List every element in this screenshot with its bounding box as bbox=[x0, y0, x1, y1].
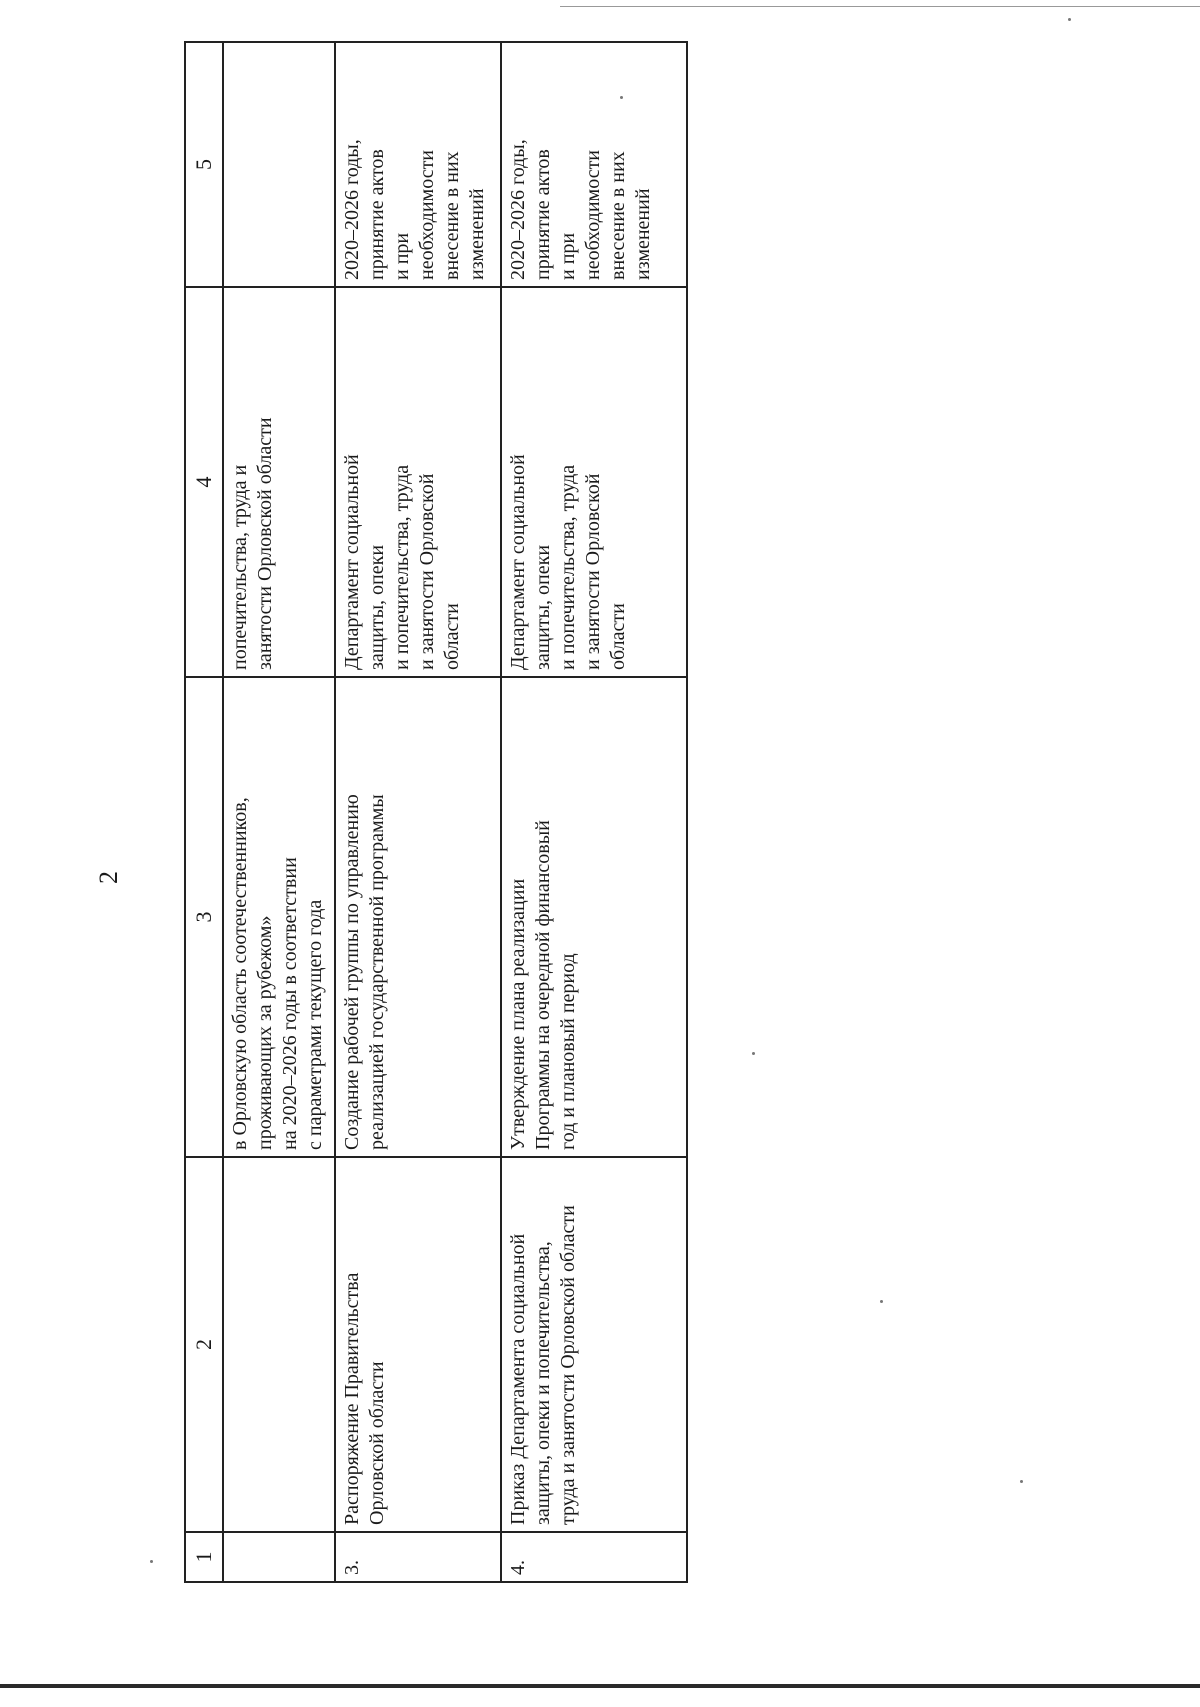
column-header-5: 5 bbox=[185, 42, 223, 287]
cell-period: 2020–2026 годы, принятие актов и при необходимости внесение в них изменений bbox=[501, 42, 687, 287]
measures-table bbox=[184, 41, 688, 1583]
table-row bbox=[223, 42, 335, 1582]
cell-executor: попечительства, труда и занятости Орловской области bbox=[223, 287, 335, 677]
table-row bbox=[335, 42, 501, 1582]
cell-executor: Департамент социальной защиты, опеки и попечительства, труда и занятости Орловской области bbox=[501, 287, 687, 677]
scan-speck bbox=[880, 1300, 883, 1303]
cell-content: Утверждение плана реализации Программы на очередной финансовый год и плановый период bbox=[501, 677, 687, 1157]
page-number: 2 bbox=[94, 871, 123, 884]
scan-edge-bottom bbox=[0, 1684, 1200, 1688]
column-header-3: 3 bbox=[185, 677, 223, 1157]
cell-period: 2020–2026 годы, принятие актов и при необходимости внесение в них изменений bbox=[335, 42, 501, 287]
cell-content: Создание рабочей группы по управлению реализацией государственной программы bbox=[335, 677, 501, 1157]
cell-content: в Орловскую область соотечественников, проживающих за рубежом» на 2020–2026 годы в соответствии с параметрами текущего года bbox=[223, 677, 335, 1157]
column-header-1: 1 bbox=[185, 1532, 223, 1582]
cell-document bbox=[223, 1157, 335, 1532]
cell-period bbox=[223, 42, 335, 287]
header-row bbox=[185, 42, 223, 1582]
cell-number: 3. bbox=[335, 1532, 501, 1582]
cell-number: 4. bbox=[501, 1532, 687, 1582]
table-row bbox=[501, 42, 687, 1582]
cell-number bbox=[223, 1532, 335, 1582]
cell-document: Приказ Департамента социальной защиты, опеки и попечительства, труда и занятости Орловской области bbox=[501, 1157, 687, 1532]
cell-executor: Департамент социальной защиты, опеки и попечительства, труда и занятости Орловской области bbox=[335, 287, 501, 677]
cell-document: Распоряжение Правительства Орловской области bbox=[335, 1157, 501, 1532]
scan-edge-top bbox=[560, 6, 1200, 7]
scan-speck bbox=[620, 96, 623, 99]
scan-speck bbox=[150, 1560, 153, 1563]
column-header-2: 2 bbox=[185, 1157, 223, 1532]
scan-speck bbox=[752, 1052, 755, 1055]
measures-table-container bbox=[184, 43, 684, 1583]
scan-speck bbox=[1020, 1480, 1023, 1483]
scan-speck bbox=[1068, 18, 1071, 21]
column-header-4: 4 bbox=[185, 287, 223, 677]
